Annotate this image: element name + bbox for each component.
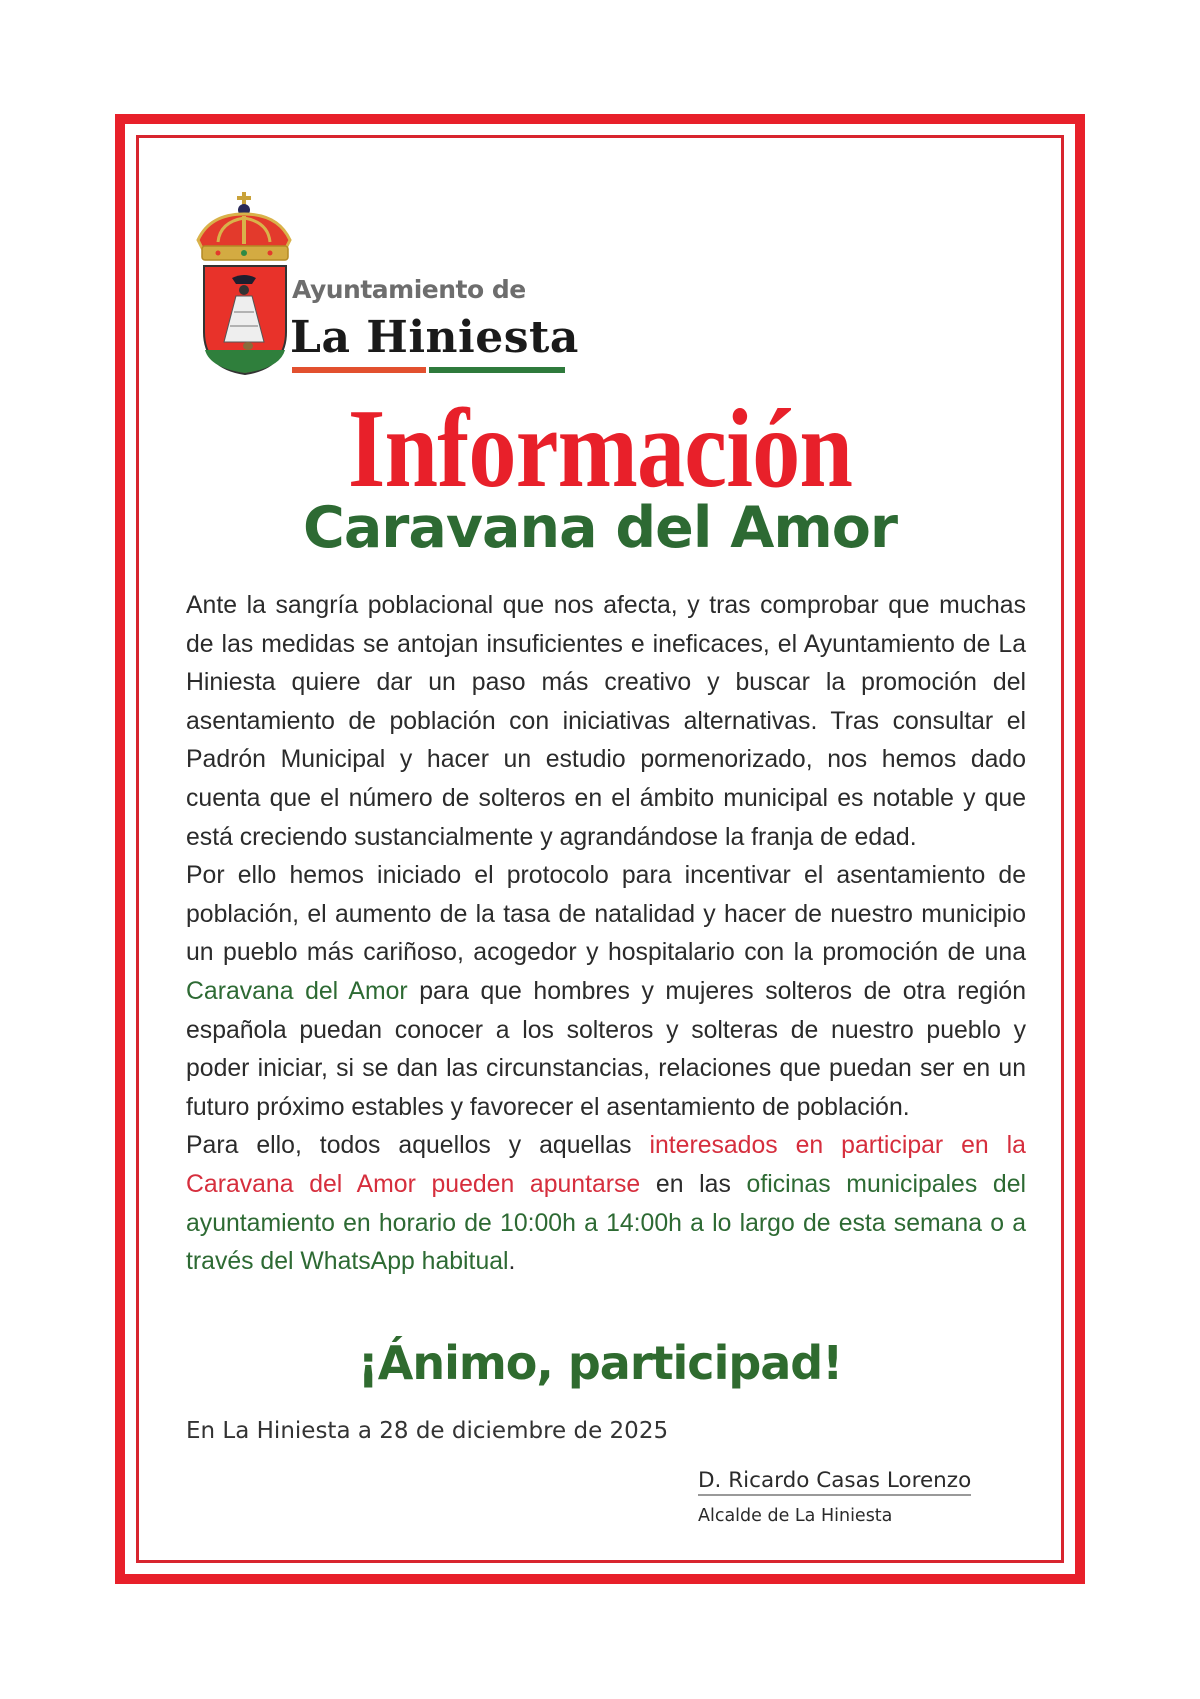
body-text — [186, 587, 1026, 1282]
paragraph-3 — [186, 1127, 1026, 1281]
coat-of-arms-icon — [190, 192, 300, 377]
org-underline-red — [292, 367, 426, 373]
call-to-action: ¡Ánimo, participad! — [357, 1336, 843, 1390]
paragraph-3-text-b: en las — [640, 1170, 747, 1198]
signature-role: Alcalde de La Hiniesta — [698, 1506, 893, 1526]
org-name-prefix: Ayuntamiento de — [292, 275, 526, 304]
caravana-highlight: Caravana del Amor — [186, 977, 408, 1005]
signature-name: D. Ricardo Casas Lorenzo — [698, 1468, 971, 1496]
office-hours-highlight: oficinas municipales del ayuntamiento en horario de 10:00h a 14:00h a lo largo de esta semana o a través del WhatsApp habitual — [186, 1170, 1027, 1276]
date-line: En La Hiniesta a 28 de diciembre de 2025 — [186, 1418, 669, 1444]
org-name: La Hiniesta — [290, 312, 579, 363]
paragraph-2-text-b: para que hombres y mujeres solteros de otra región española puedan conocer a los solteros y solteras de nuestro pueblo y poder iniciar, si se dan las circunstancias, relaciones que puedan ser en un futuro próximo estables y favorecer el asentamiento de población. — [186, 977, 1027, 1121]
paragraph-1: Ante la sangría poblacional que nos afecta, y tras comprobar que muchas de las medidas se antojan insuficientes e ineficaces, el Ayuntamiento de La Hiniesta quiere dar un paso más creativo y buscar la promoción del asentamiento de población con iniciativas alternativas. Tras consultar el Padrón Municipal y hacer un estudio pormenorizado, nos hemos dado cuenta que el número de solteros en el ámbito municipal es notable y que está creciendo sustancialmente y agrandándose la franja de edad. — [186, 592, 1026, 851]
paragraph-2-text-a: Por ello hemos iniciado el protocolo para incentivar el asentamiento de población, el aumento de la tasa de natalidad y hacer de nuestro municipio un pueblo más cariñoso, acogedor y hospitalario con la promoción de una — [186, 862, 1026, 967]
paragraph-3-text-a: Para ello, todos aquellos y aquellas — [186, 1132, 650, 1160]
signup-highlight: interesados en participar en la Caravana del Amor pueden apuntarse — [186, 1132, 1026, 1198]
page-title: Información — [347, 387, 853, 511]
paragraph-2 — [186, 857, 1026, 1127]
page-subtitle: Caravana del Amor — [303, 495, 897, 561]
paragraph-3-end: . — [508, 1248, 516, 1276]
org-underline-green — [429, 367, 565, 373]
